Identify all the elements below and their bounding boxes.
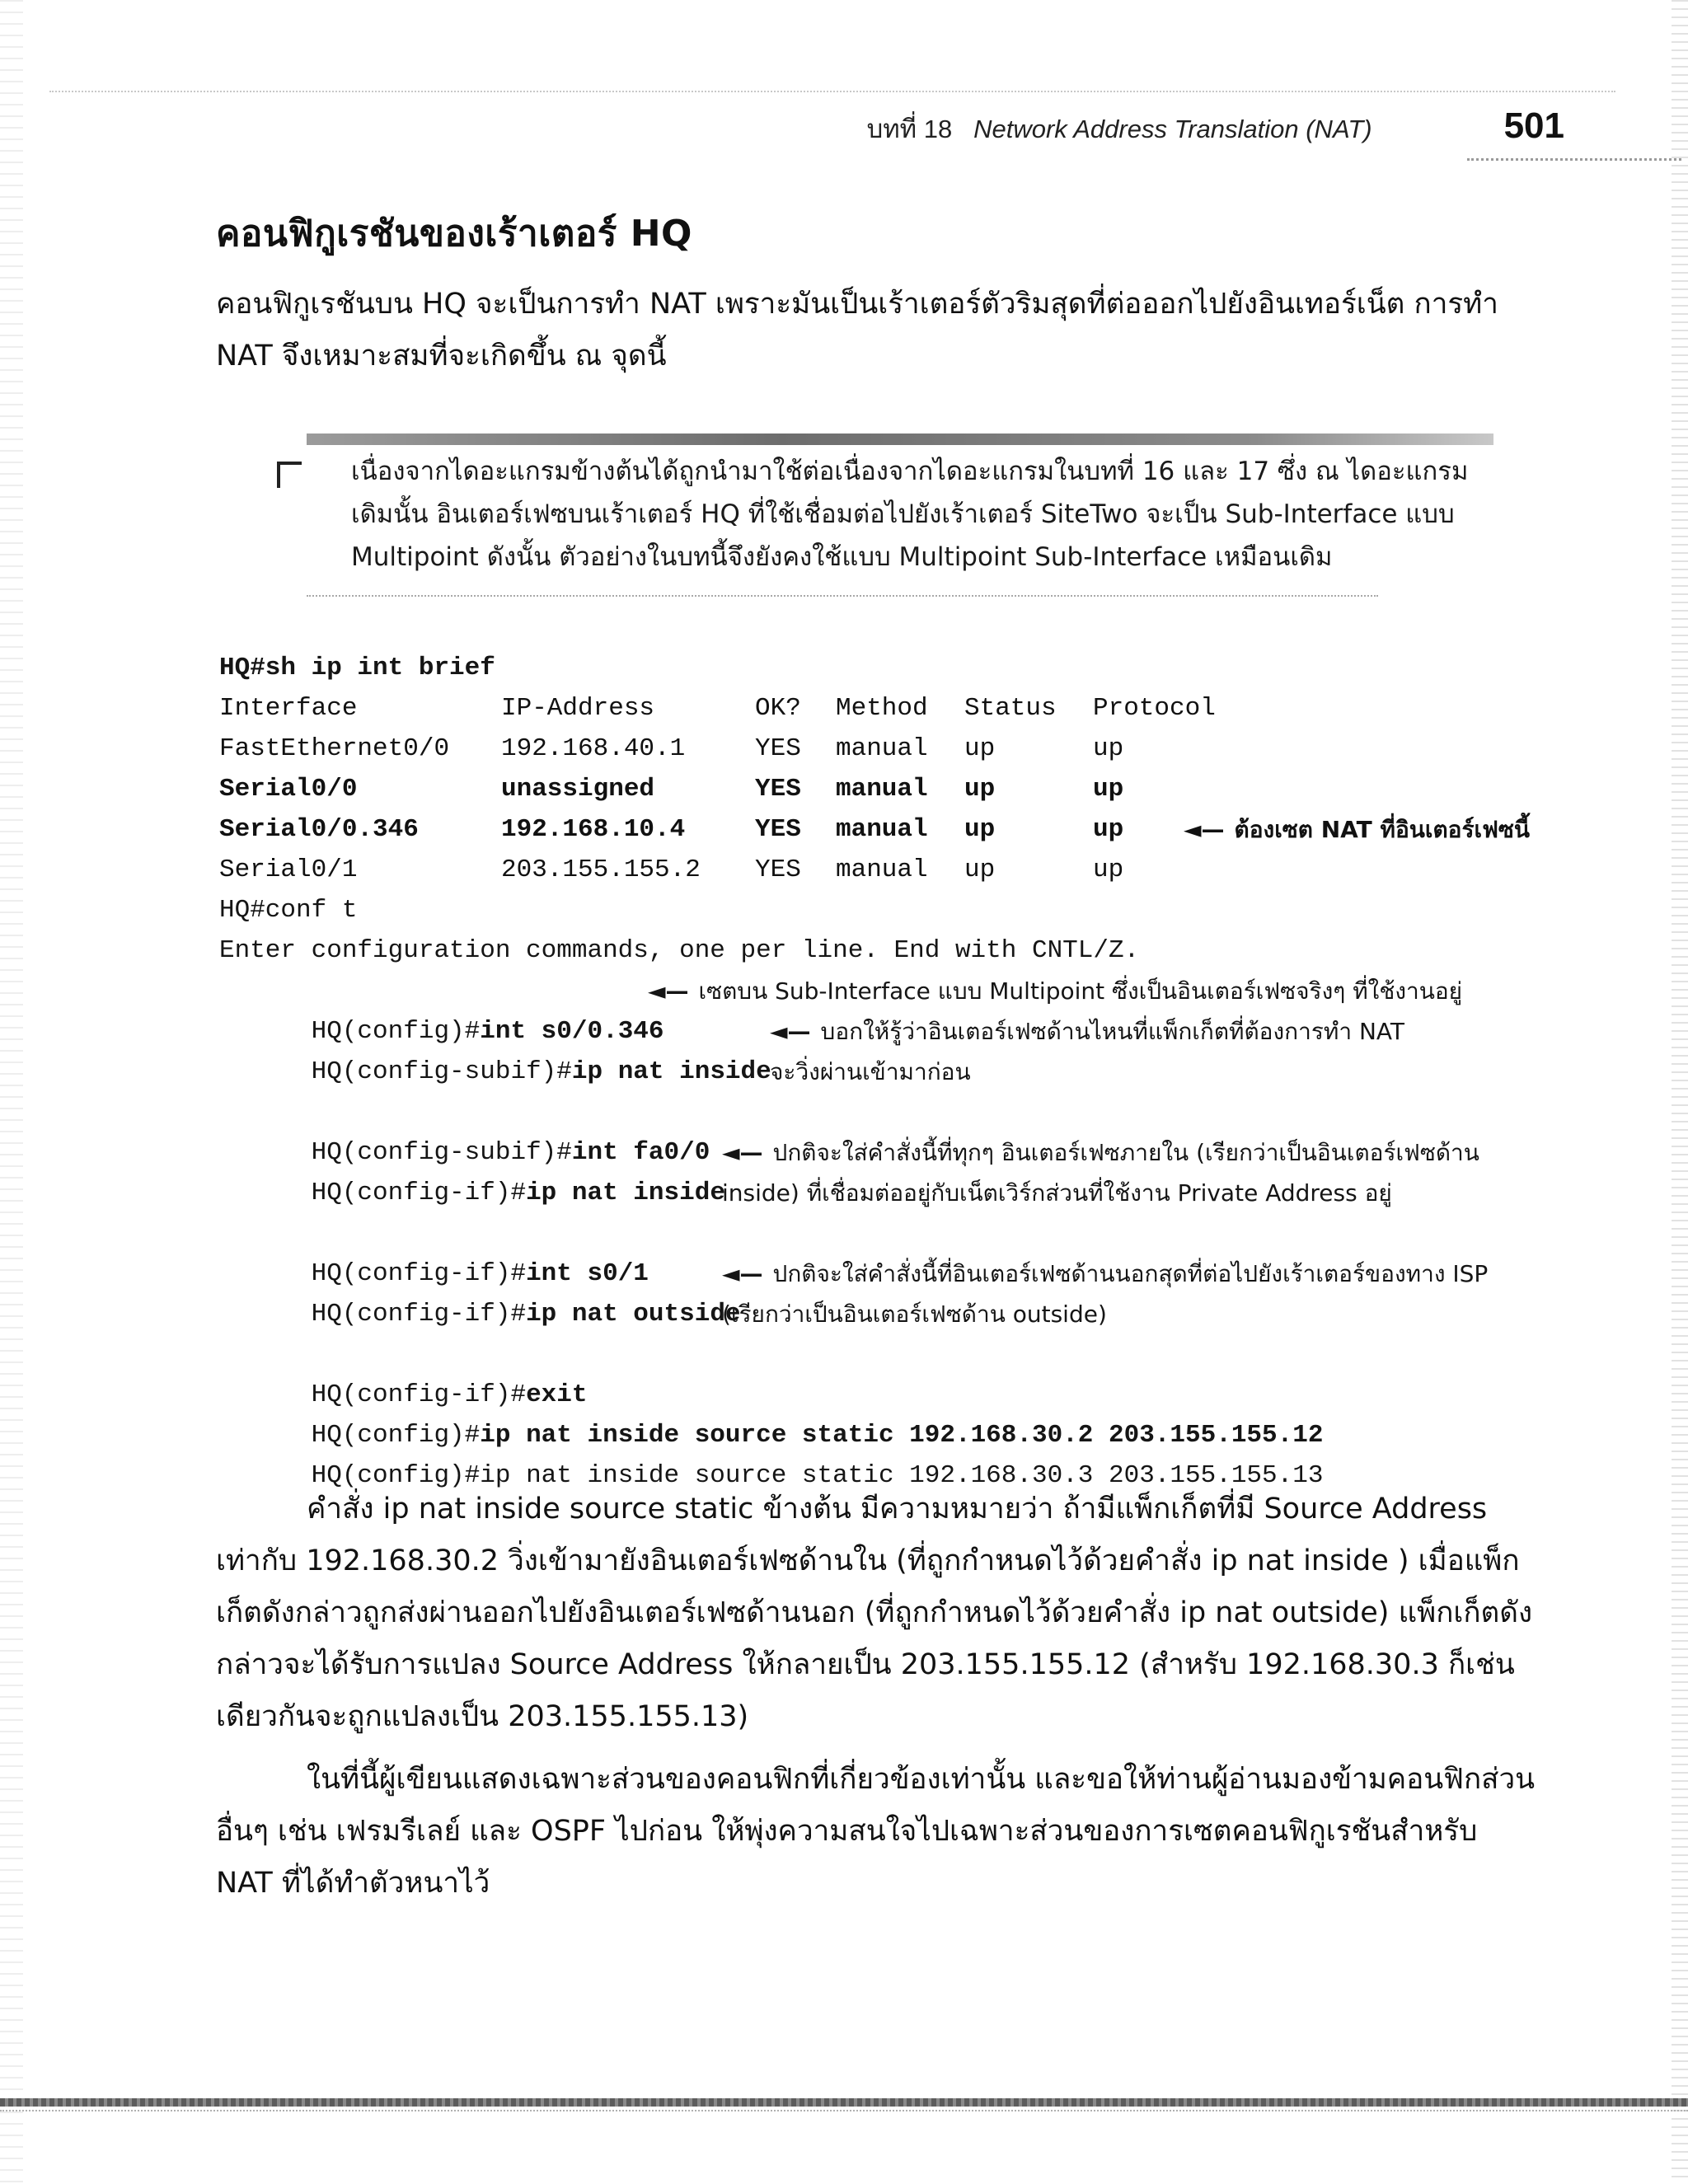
row-ip: 192.168.40.1 <box>501 734 686 763</box>
code-nat-inside-if <box>219 1132 1538 1213</box>
header-rule <box>1467 158 1681 161</box>
code-listing <box>219 648 1538 1490</box>
row-interface: Serial0/1 <box>219 855 358 884</box>
row-ip: unassigned <box>501 775 655 804</box>
interface-row <box>219 850 1538 890</box>
row-ok: YES <box>755 775 801 804</box>
command: ip nat inside source static 192.168.30.3 203.155.155.13 <box>480 1461 1324 1490</box>
command: ip nat inside source static 192.168.30.2 203.155.155.12 <box>480 1421 1324 1450</box>
note-box <box>277 434 1513 598</box>
command: int s0/1 <box>526 1259 649 1288</box>
footer-rule <box>0 2110 1688 2111</box>
row-annotation-text: ต้องเซต NAT ที่อินเตอร์เฟซนี้ <box>1234 816 1531 843</box>
prompt: HQ(config-if)# <box>311 1179 527 1207</box>
command: ip nat inside <box>526 1179 725 1207</box>
annotation <box>648 971 1462 1011</box>
row-interface: Serial0/0.346 <box>219 815 419 844</box>
code-int-fa <box>219 1092 1538 1167</box>
arrow-left-icon: ◄— <box>770 1018 811 1045</box>
command: exit <box>526 1380 588 1409</box>
code-command-brief: HQ#sh ip int brief <box>219 654 495 682</box>
body-paragraph-1: คำสั่ง ip nat inside source static ข้างต้น มีความหมายว่า ถ้ามีแพ็กเก็ตที่มี Source Address เท่ากับ 192.168.30.2 วิ่งเข้ามายังอินเตอร์เฟซด้านใน (ที่ถูกกำหนดไว้ด้วยคำสั่ง ip nat inside ) เมื่อแพ็กเก็ตดังกล่าวถูกส่งผ่านออกไปยังอินเตอร์เฟซด้านนอก (ที่ถูกกำหนดไว้ด้วยคำสั่ง ip nat outside) แพ็กเก็ตดังกล่าวจะได้รับการแปลง Source Address ให้กลายเป็น 203.155.155.12 (สำหรับ 192.168.30.3 ก็เช่นเดียวกันจะถูกแปลงเป็น 203.155.155.13) <box>216 1493 1533 1733</box>
row-method: manual <box>836 815 928 844</box>
scan-edge-top <box>49 91 1615 92</box>
chapter-subject: Network Address Translation (NAT) <box>973 115 1372 143</box>
interface-row <box>219 769 1538 809</box>
arrow-left-icon: ◄— <box>1184 816 1225 843</box>
row-ok: YES <box>755 734 801 763</box>
arrow-left-icon: ◄— <box>722 1260 763 1287</box>
footer-band <box>0 2098 1688 2107</box>
row-method: manual <box>836 855 928 884</box>
interface-row <box>219 729 1538 769</box>
arrow-left-icon: ◄— <box>648 977 689 1005</box>
code-exit <box>219 1334 1538 1409</box>
row-interface: Serial0/0 <box>219 775 358 804</box>
code-int-s01 <box>219 1213 1538 1288</box>
code-nat-outside <box>219 1254 1538 1334</box>
row-protocol: up <box>1093 815 1124 844</box>
scan-edge-right <box>1672 0 1688 2184</box>
annotation-text: เซตบน Sub-Interface แบบ Multipoint ซึ่งเป็นอินเตอร์เฟซจริงๆ ที่ใช้งานอยู่ <box>698 977 1463 1005</box>
command: ip nat inside <box>571 1057 771 1086</box>
prompt: HQ(config-subif)# <box>311 1138 572 1167</box>
col-interface: Interface <box>219 694 358 723</box>
code-int-subinterface <box>219 971 1538 1046</box>
interface-table-header <box>219 688 1538 729</box>
row-status: up <box>964 775 996 804</box>
section-heading: คอนฟิกูเรชันของเร้าเตอร์ HQ <box>216 213 692 255</box>
note-bracket-icon <box>277 462 302 488</box>
command: ip nat outside <box>526 1300 741 1329</box>
prompt: HQ(config-if)# <box>311 1300 527 1329</box>
row-ok: YES <box>755 815 801 844</box>
note-top-bar <box>307 434 1493 445</box>
running-header <box>867 105 1564 149</box>
col-method: Method <box>836 694 928 723</box>
annotation-text: ปกติจะใส่คำสั่งนี้ที่ทุกๆ อินเตอร์เฟซภายใน (เรียกว่าเป็นอินเตอร์เฟซด้าน inside) ที่เชื่อมต่ออยู่กับเน็ตเวิร์กส่วนที่ใช้งาน Private Address อยู่ <box>722 1139 1479 1207</box>
col-status: Status <box>964 694 1057 723</box>
row-annotation <box>1184 809 1530 850</box>
prompt: HQ(config-if)# <box>311 1380 527 1409</box>
note-bottom-rule <box>307 595 1378 597</box>
row-interface: FastEthernet0/0 <box>219 734 450 763</box>
page-number: 501 <box>1503 105 1564 146</box>
intro-paragraph: คอนฟิกูเรชันบน HQ จะเป็นการทำ NAT เพราะมันเป็นเร้าเตอร์ตัวริมสุดที่ต่อออกไปยังอินเทอร์เน็ต การทำ NAT จึงเหมาะสมที่จะเกิดขึ้น ณ จุดนี้ <box>216 288 1498 373</box>
col-ip-address: IP-Address <box>501 694 655 723</box>
col-protocol: Protocol <box>1093 694 1216 723</box>
row-protocol: up <box>1093 855 1124 884</box>
row-status: up <box>964 815 996 844</box>
chapter-label: บทที่ 18 <box>866 115 953 143</box>
row-protocol: up <box>1093 775 1124 804</box>
code-nat-inside-subif <box>219 1011 1538 1092</box>
row-status: up <box>964 734 996 763</box>
body-paragraph-2: ในที่นี้ผู้เขียนแสดงเฉพาะส่วนของคอนฟิกที่เกี่ยวข้องเท่านั้น และขอให้ท่านผู้อ่านมองข้ามคอนฟิกส่วนอื่นๆ เช่น เฟรมรีเลย์ และ OSPF ไปก่อน ให้พุ่งความสนใจไปเฉพาะส่วนของการเซตคอนฟิกูเรชันสำหรับ NAT ที่ได้ทำตัวหนาไว้ <box>216 1763 1536 1900</box>
annotation-text: บอกให้รู้ว่าอินเตอร์เฟซด้านไหนที่แพ็กเก็ตที่ต้องการทำ NAT จะวิ่งผ่านเข้ามาก่อน <box>770 1018 1404 1085</box>
prompt: HQ(config-subif)# <box>311 1057 572 1086</box>
command: int s0/0.346 <box>480 1017 664 1046</box>
code-conf-t: HQ#conf t <box>219 896 358 925</box>
annotation <box>722 1254 1513 1334</box>
row-ip: 203.155.155.2 <box>501 855 701 884</box>
code-enter-config: Enter configuration commands, one per line. End with CNTL/Z. <box>219 936 1140 965</box>
running-title <box>867 108 1372 149</box>
scan-edge-left <box>0 0 23 2184</box>
annotation <box>770 1011 1429 1092</box>
row-method: manual <box>836 734 928 763</box>
arrow-left-icon: ◄— <box>722 1139 763 1166</box>
row-status: up <box>964 855 996 884</box>
row-method: manual <box>836 775 928 804</box>
row-ok: YES <box>755 855 801 884</box>
row-ip: 192.168.10.4 <box>501 815 686 844</box>
interface-row <box>219 809 1538 850</box>
annotation <box>722 1132 1513 1213</box>
prompt: HQ(config)# <box>311 1461 481 1490</box>
note-text: เนื่องจากไดอะแกรมข้างต้นได้ถูกนำมาใช้ต่อเนื่องจากไดอะแกรมในบทที่ 16 และ 17 ซึ่ง ณ ไดอะแกรมเดิมนั้น อินเตอร์เฟซบนเร้าเตอร์ HQ ที่ใช้เชื่อมต่อไปยังเร้าเตอร์ SiteTwo จะเป็น Sub-Interface แบบ Multipoint ดังนั้น ตัวอย่างในบทนี้จึงยังคงใช้แบบ Multipoint Sub-Interface เหมือนเดิม <box>351 457 1469 572</box>
annotation-text: ปกติจะใส่คำสั่งนี้ที่อินเตอร์เฟซด้านนอกสุดที่ต่อไปยังเร้าเตอร์ของทาง ISP (เรียกว่าเป็นอินเตอร์เฟซด้าน outside) <box>722 1260 1489 1328</box>
prompt: HQ(config)# <box>311 1017 481 1046</box>
col-ok: OK? <box>755 694 801 723</box>
prompt: HQ(config-if)# <box>311 1259 527 1288</box>
row-protocol: up <box>1093 734 1124 763</box>
command: int fa0/0 <box>571 1138 710 1167</box>
prompt: HQ(config)# <box>311 1421 481 1450</box>
